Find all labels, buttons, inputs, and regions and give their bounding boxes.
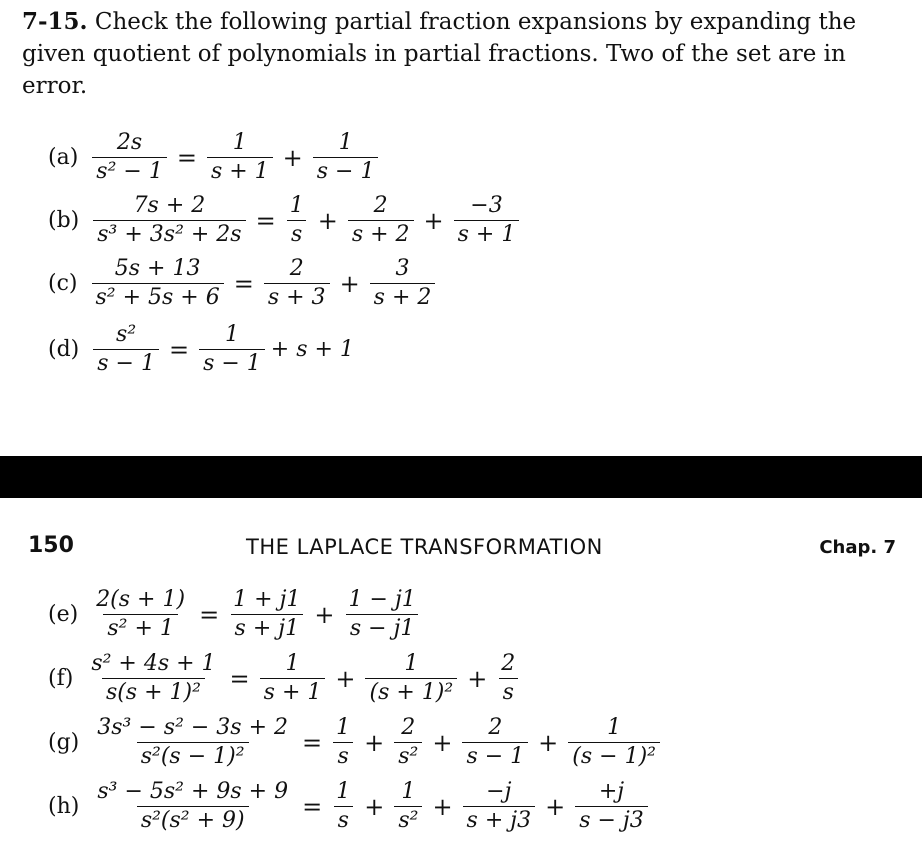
equals-sign: = xyxy=(302,792,323,821)
plus-sign: + xyxy=(317,206,338,235)
equals-sign: = xyxy=(199,600,220,629)
lhs-fraction xyxy=(92,587,189,642)
plus-sign: + xyxy=(314,600,335,629)
plus-sign: + xyxy=(423,206,444,235)
term-fraction-denominator: s − 1 xyxy=(462,742,528,770)
lhs-fraction-numerator: s³ − 5s² + 9s + 9 xyxy=(97,779,289,804)
term-fraction-numerator: 1 xyxy=(338,130,353,155)
lhs-fraction-numerator: 5s + 13 xyxy=(114,256,201,281)
term-fraction xyxy=(332,779,354,834)
term-fraction-numerator: 1 xyxy=(607,715,622,740)
term-fraction xyxy=(394,715,422,770)
term-fraction xyxy=(568,715,660,770)
lhs-fraction xyxy=(93,322,159,377)
lhs-fraction-numerator: s² xyxy=(116,322,137,347)
equals-sign: = xyxy=(302,728,323,757)
term-fraction-denominator: s + 1 xyxy=(454,220,520,248)
equals-sign: = xyxy=(229,664,250,693)
equation-row xyxy=(48,715,664,770)
chapter-label: Chap. 7 xyxy=(819,537,896,558)
lhs-fraction xyxy=(93,193,245,248)
term-fraction-denominator: s + 1 xyxy=(260,678,326,706)
problem-number: 7-15. xyxy=(22,8,88,35)
running-title: THE LAPLACE TRANSFORMATION xyxy=(246,535,603,559)
term-fraction-numerator: 1 xyxy=(224,322,239,347)
plus-sign: + xyxy=(282,143,303,172)
term-fraction-denominator: s + j3 xyxy=(463,806,536,834)
term-fraction-numerator: 1 + j1 xyxy=(233,587,301,612)
term-fraction xyxy=(199,322,265,377)
term-fraction-numerator: 1 − j1 xyxy=(348,587,416,612)
term-fraction-denominator: s xyxy=(499,678,518,706)
term-fraction-numerator: 1 xyxy=(232,130,247,155)
lhs-fraction-numerator: 2(s + 1) xyxy=(96,587,186,612)
page-header xyxy=(28,533,896,561)
lhs-fraction xyxy=(93,715,292,770)
term-fraction-denominator: s − 1 xyxy=(199,349,265,377)
lhs-fraction-denominator: s² + 1 xyxy=(103,614,178,642)
term-fraction-denominator: s + 2 xyxy=(348,220,414,248)
term-fraction-numerator: 1 xyxy=(285,651,300,676)
equation-label: (g) xyxy=(48,730,80,755)
term-fraction-numerator: 1 xyxy=(336,779,351,804)
page-separator-bar xyxy=(0,456,922,498)
term-fraction xyxy=(497,651,519,706)
term-fraction-denominator: s² xyxy=(394,742,422,770)
term-fraction-numerator: 2 xyxy=(501,651,516,676)
term-fraction-denominator: s xyxy=(334,806,353,834)
lhs-fraction xyxy=(92,130,167,185)
lhs-fraction xyxy=(93,779,292,834)
equation-label: (b) xyxy=(48,208,80,233)
term-fraction xyxy=(454,193,520,248)
term-fraction xyxy=(332,715,354,770)
plus-sign: + xyxy=(432,728,453,757)
plus-sign: + xyxy=(467,664,488,693)
problem-text: Check the following partial fraction expansions by expanding the given quotient of polynomials in partial fractions. Two of the set are in error. xyxy=(22,9,857,99)
term-fraction xyxy=(463,779,536,834)
term-fraction-numerator: 1 xyxy=(289,193,304,218)
term-fraction xyxy=(394,779,422,834)
term-fraction-denominator: s + 1 xyxy=(207,157,273,185)
term-fraction-numerator: 2 xyxy=(401,715,416,740)
equation-label: (e) xyxy=(48,602,79,627)
equals-sign: = xyxy=(176,143,197,172)
term-fraction-numerator: 2 xyxy=(289,256,304,281)
term-fraction xyxy=(348,193,414,248)
equation-label: (d) xyxy=(48,337,80,362)
equals-sign: = xyxy=(168,335,190,364)
term-fraction-denominator: (s + 1)² xyxy=(365,678,457,706)
lhs-fraction-numerator: 7s + 2 xyxy=(133,193,206,218)
lhs-fraction-denominator: s²(s − 1)² xyxy=(137,742,249,770)
term-fraction-numerator: +j xyxy=(598,779,625,804)
term-fraction xyxy=(229,587,304,642)
lhs-fraction xyxy=(87,651,219,706)
term-fraction-numerator: −j xyxy=(486,779,512,804)
term-fraction xyxy=(345,587,420,642)
term-fraction xyxy=(286,193,308,248)
problem-statement xyxy=(22,6,902,102)
term-fraction xyxy=(264,256,330,311)
polynomial-tail: + s + 1 xyxy=(270,337,354,362)
term-fraction xyxy=(370,256,436,311)
term-fraction-numerator: 1 xyxy=(401,779,416,804)
equation-label: (f) xyxy=(48,666,74,691)
lhs-fraction-denominator: s² − 1 xyxy=(92,157,167,185)
plus-sign: + xyxy=(545,792,566,821)
term-fraction-numerator: 2 xyxy=(373,193,388,218)
term-fraction-numerator: 3 xyxy=(395,256,410,281)
term-fraction-numerator: 2 xyxy=(488,715,503,740)
term-fraction-numerator: 1 xyxy=(336,715,351,740)
equation-row xyxy=(48,322,354,377)
equation-row xyxy=(48,256,439,311)
term-fraction xyxy=(365,651,457,706)
equation-row xyxy=(48,130,382,185)
term-fraction-numerator: −3 xyxy=(470,193,503,218)
plus-sign: + xyxy=(538,728,559,757)
term-fraction-denominator: s − j1 xyxy=(346,614,419,642)
term-fraction-denominator: s xyxy=(287,220,306,248)
equation-label: (a) xyxy=(48,145,79,170)
lhs-fraction-denominator: s² + 5s + 6 xyxy=(92,283,224,311)
lhs-fraction-denominator: s − 1 xyxy=(93,349,159,377)
lhs-fraction-numerator: 3s³ − s² − 3s + 2 xyxy=(97,715,289,740)
lhs-fraction-denominator: s(s + 1)² xyxy=(102,678,205,706)
lhs-fraction-denominator: s³ + 3s² + 2s xyxy=(93,220,245,248)
plus-sign: + xyxy=(364,728,385,757)
term-fraction-denominator: s xyxy=(333,742,352,770)
term-fraction xyxy=(260,651,326,706)
term-fraction xyxy=(575,779,648,834)
term-fraction-denominator: s + j1 xyxy=(231,614,304,642)
plus-sign: + xyxy=(335,664,356,693)
equation-row xyxy=(48,587,424,642)
term-fraction-denominator: (s − 1)² xyxy=(568,742,660,770)
plus-sign: + xyxy=(432,792,453,821)
lhs-fraction-denominator: s²(s² + 9) xyxy=(137,806,249,834)
equation-label: (c) xyxy=(48,271,78,296)
equation-row xyxy=(48,193,523,248)
term-fraction-denominator: s + 3 xyxy=(264,283,330,311)
equation-label: (h) xyxy=(48,794,80,819)
term-fraction-denominator: s − j3 xyxy=(575,806,648,834)
term-fraction-denominator: s² xyxy=(394,806,422,834)
lhs-fraction-numerator: 2s xyxy=(116,130,143,155)
page-number: 150 xyxy=(28,533,74,558)
plus-sign: + xyxy=(339,269,360,298)
equals-sign: = xyxy=(255,206,276,235)
equals-sign: = xyxy=(233,269,254,298)
term-fraction-denominator: s + 2 xyxy=(370,283,436,311)
term-fraction-numerator: 1 xyxy=(404,651,419,676)
term-fraction xyxy=(462,715,528,770)
term-fraction xyxy=(313,130,379,185)
lhs-fraction xyxy=(92,256,224,311)
equation-row xyxy=(48,779,652,834)
lhs-fraction-numerator: s² + 4s + 1 xyxy=(91,651,216,676)
term-fraction xyxy=(207,130,273,185)
plus-sign: + xyxy=(364,792,385,821)
equation-row xyxy=(48,651,523,706)
term-fraction-denominator: s − 1 xyxy=(313,157,379,185)
